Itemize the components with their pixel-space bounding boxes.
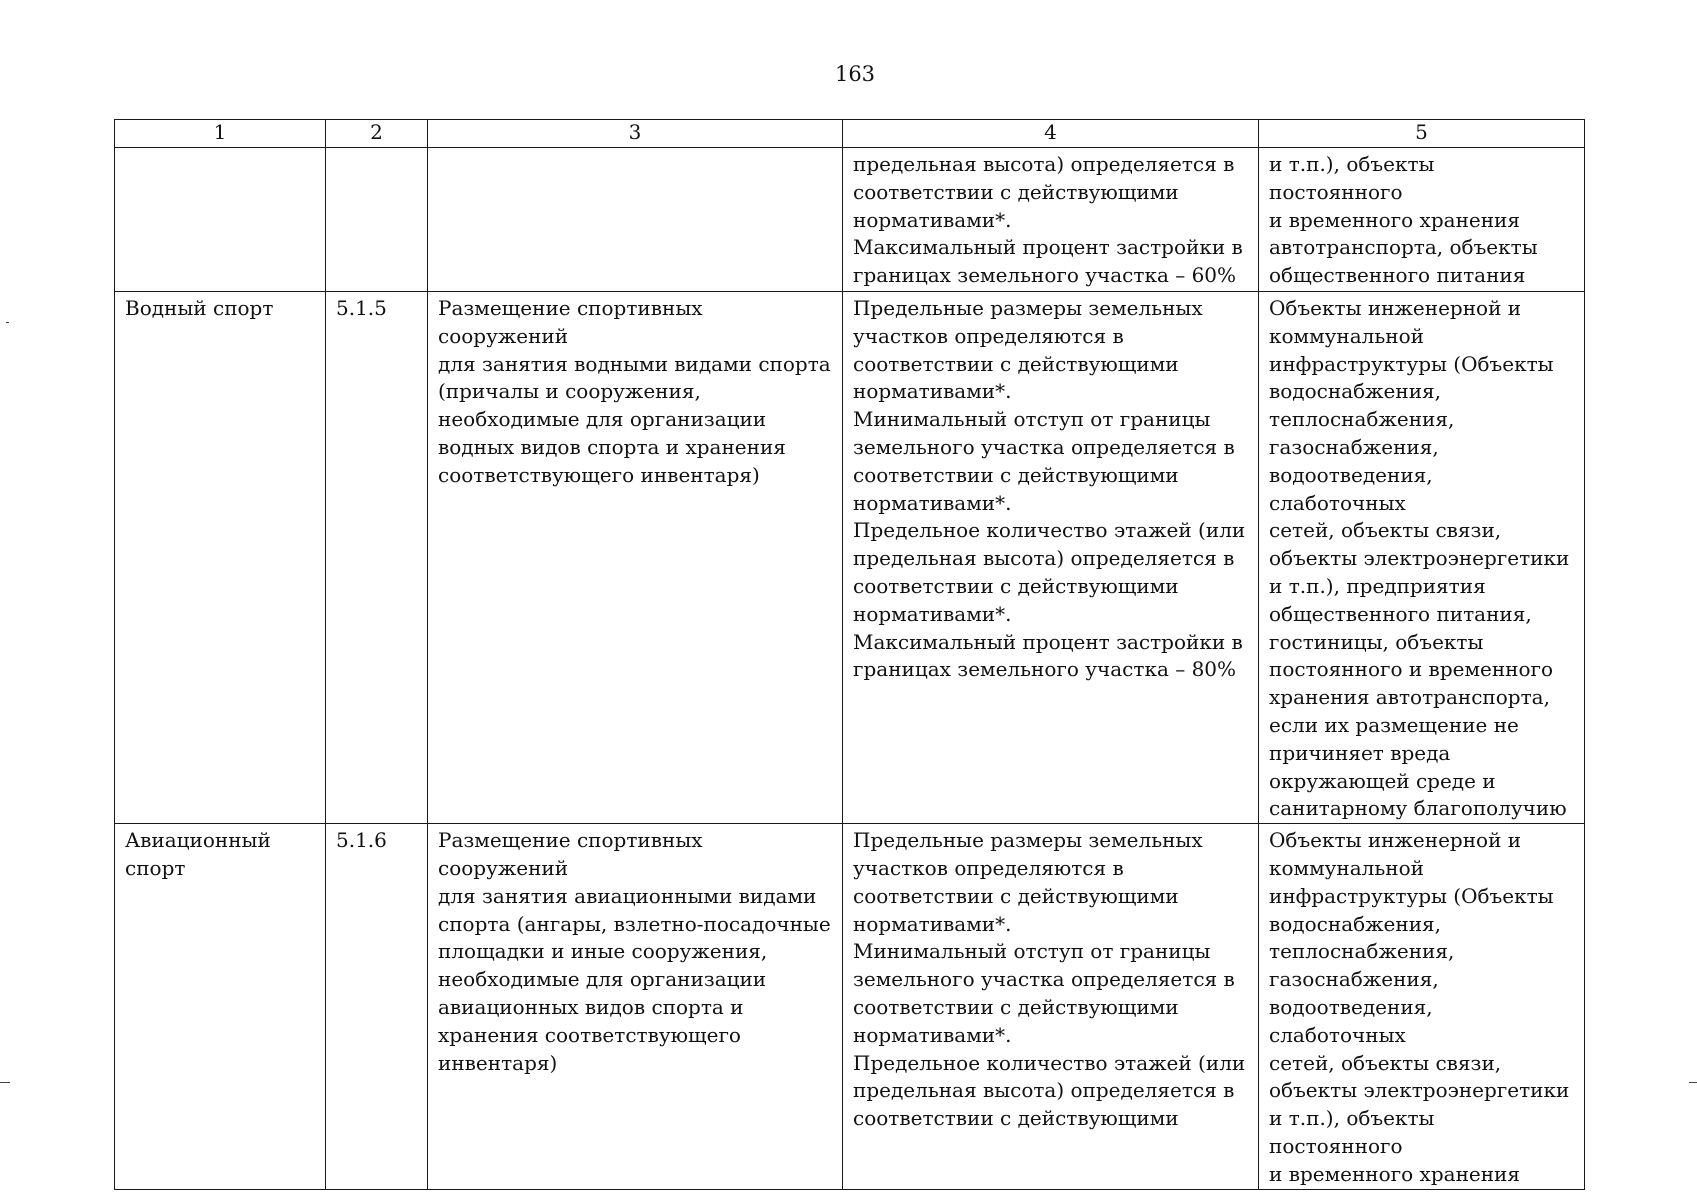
cell-auxiliary-objects: [1259, 824, 1585, 1189]
cell-description: [428, 824, 843, 1189]
cell-text: 5.1.5: [336, 296, 387, 320]
table-row: [115, 292, 1585, 824]
header-row: [115, 120, 1585, 148]
cell-auxiliary-objects: [1259, 148, 1585, 292]
column-header-2: 2: [326, 120, 428, 148]
cell-text: предельная высота) определяется в соответствии с действующими нормативами*. Максимальный процент застройки в границах земельного участка – 60%: [853, 152, 1243, 288]
cell-description: [428, 292, 843, 824]
cell-parameters: [843, 148, 1259, 292]
table-row: [115, 824, 1585, 1189]
cell-use-name: [115, 148, 326, 292]
scan-margin-mark: [1689, 1082, 1697, 1083]
cell-auxiliary-objects: [1259, 292, 1585, 824]
cell-text: Объекты инженерной и коммунальной инфраструктуры (Объекты водоснабжения, теплоснабжения, газоснабжения, водоотведения, слаботочных сетей, объекты связи, объекты электроэнергетики и т.п.), объекты постоянного и временного хранения: [1269, 828, 1570, 1186]
cell-text: Предельные размеры земельных участков определяются в соответствии с действующими нормативами*. Минимальный отступ от границы земельного участка определяется в соответствии с действующими нормативами*. Предельное количество этажей (или предельная высота) определяется в соответствии с действующими нормативами*. Максимальный процент застройки в границах земельного участка – 80%: [853, 296, 1246, 682]
cell-text: Предельные размеры земельных участков определяются в соответствии с действующими нормативами*. Минимальный отступ от границы земельного участка определяется в соответствии с действующими нормативами*. Предельное количество этажей (или предельная высота) определяется в соответствии с действующими: [853, 828, 1246, 1131]
cell-parameters: [843, 824, 1259, 1189]
cell-text: 5.1.6: [336, 828, 387, 853]
cell-text: Авиационный спорт: [125, 828, 271, 880]
column-header-3: 3: [428, 120, 843, 148]
cell-code: [326, 148, 428, 292]
column-header-1: 1: [115, 120, 326, 148]
cell-text: Размещение спортивных сооружений для занятия авиационными видами спорта (ангары, взлетно-посадочные площадки и иные сооружения, необходимые для организации авиационных видов спорта и хранения соответствующего инвентаря): [438, 828, 831, 1075]
cell-use-name: [115, 292, 326, 824]
cell-use-name: [115, 824, 326, 1189]
cell-description: [428, 148, 843, 292]
cell-text: Водный спорт: [125, 296, 274, 320]
cell-code: [326, 292, 428, 824]
table-row: [115, 148, 1585, 292]
cell-text: Размещение спортивных сооружений для занятия водными видами спорта (причалы и сооружения, необходимые для организации водных видов спорта и хранения соответствующего инвентаря): [438, 296, 831, 487]
cell-text: Объекты инженерной и коммунальной инфраструктуры (Объекты водоснабжения, теплоснабжения, газоснабжения, водоотведения, слаботочных сетей, объекты связи, объекты электроэнергетики и т.п.), предприятия общественного питания, гостиницы, объекты постоянного и временного хранения автотранспорта, если их размещение не причиняет вреда окружающей среде и санитарному благополучию: [1269, 296, 1570, 821]
page-number: 163: [834, 62, 876, 86]
column-header-4: 4: [843, 120, 1259, 148]
scan-margin-mark: [0, 1082, 10, 1083]
cell-text: и т.п.), объекты постоянного и временного хранения автотранспорта, объекты общественного питания: [1269, 152, 1538, 288]
column-header-5: 5: [1259, 120, 1585, 148]
cell-parameters: [843, 292, 1259, 824]
land-use-table: [114, 119, 1585, 1190]
scan-margin-mark: [6, 322, 9, 323]
cell-code: [326, 824, 428, 1189]
